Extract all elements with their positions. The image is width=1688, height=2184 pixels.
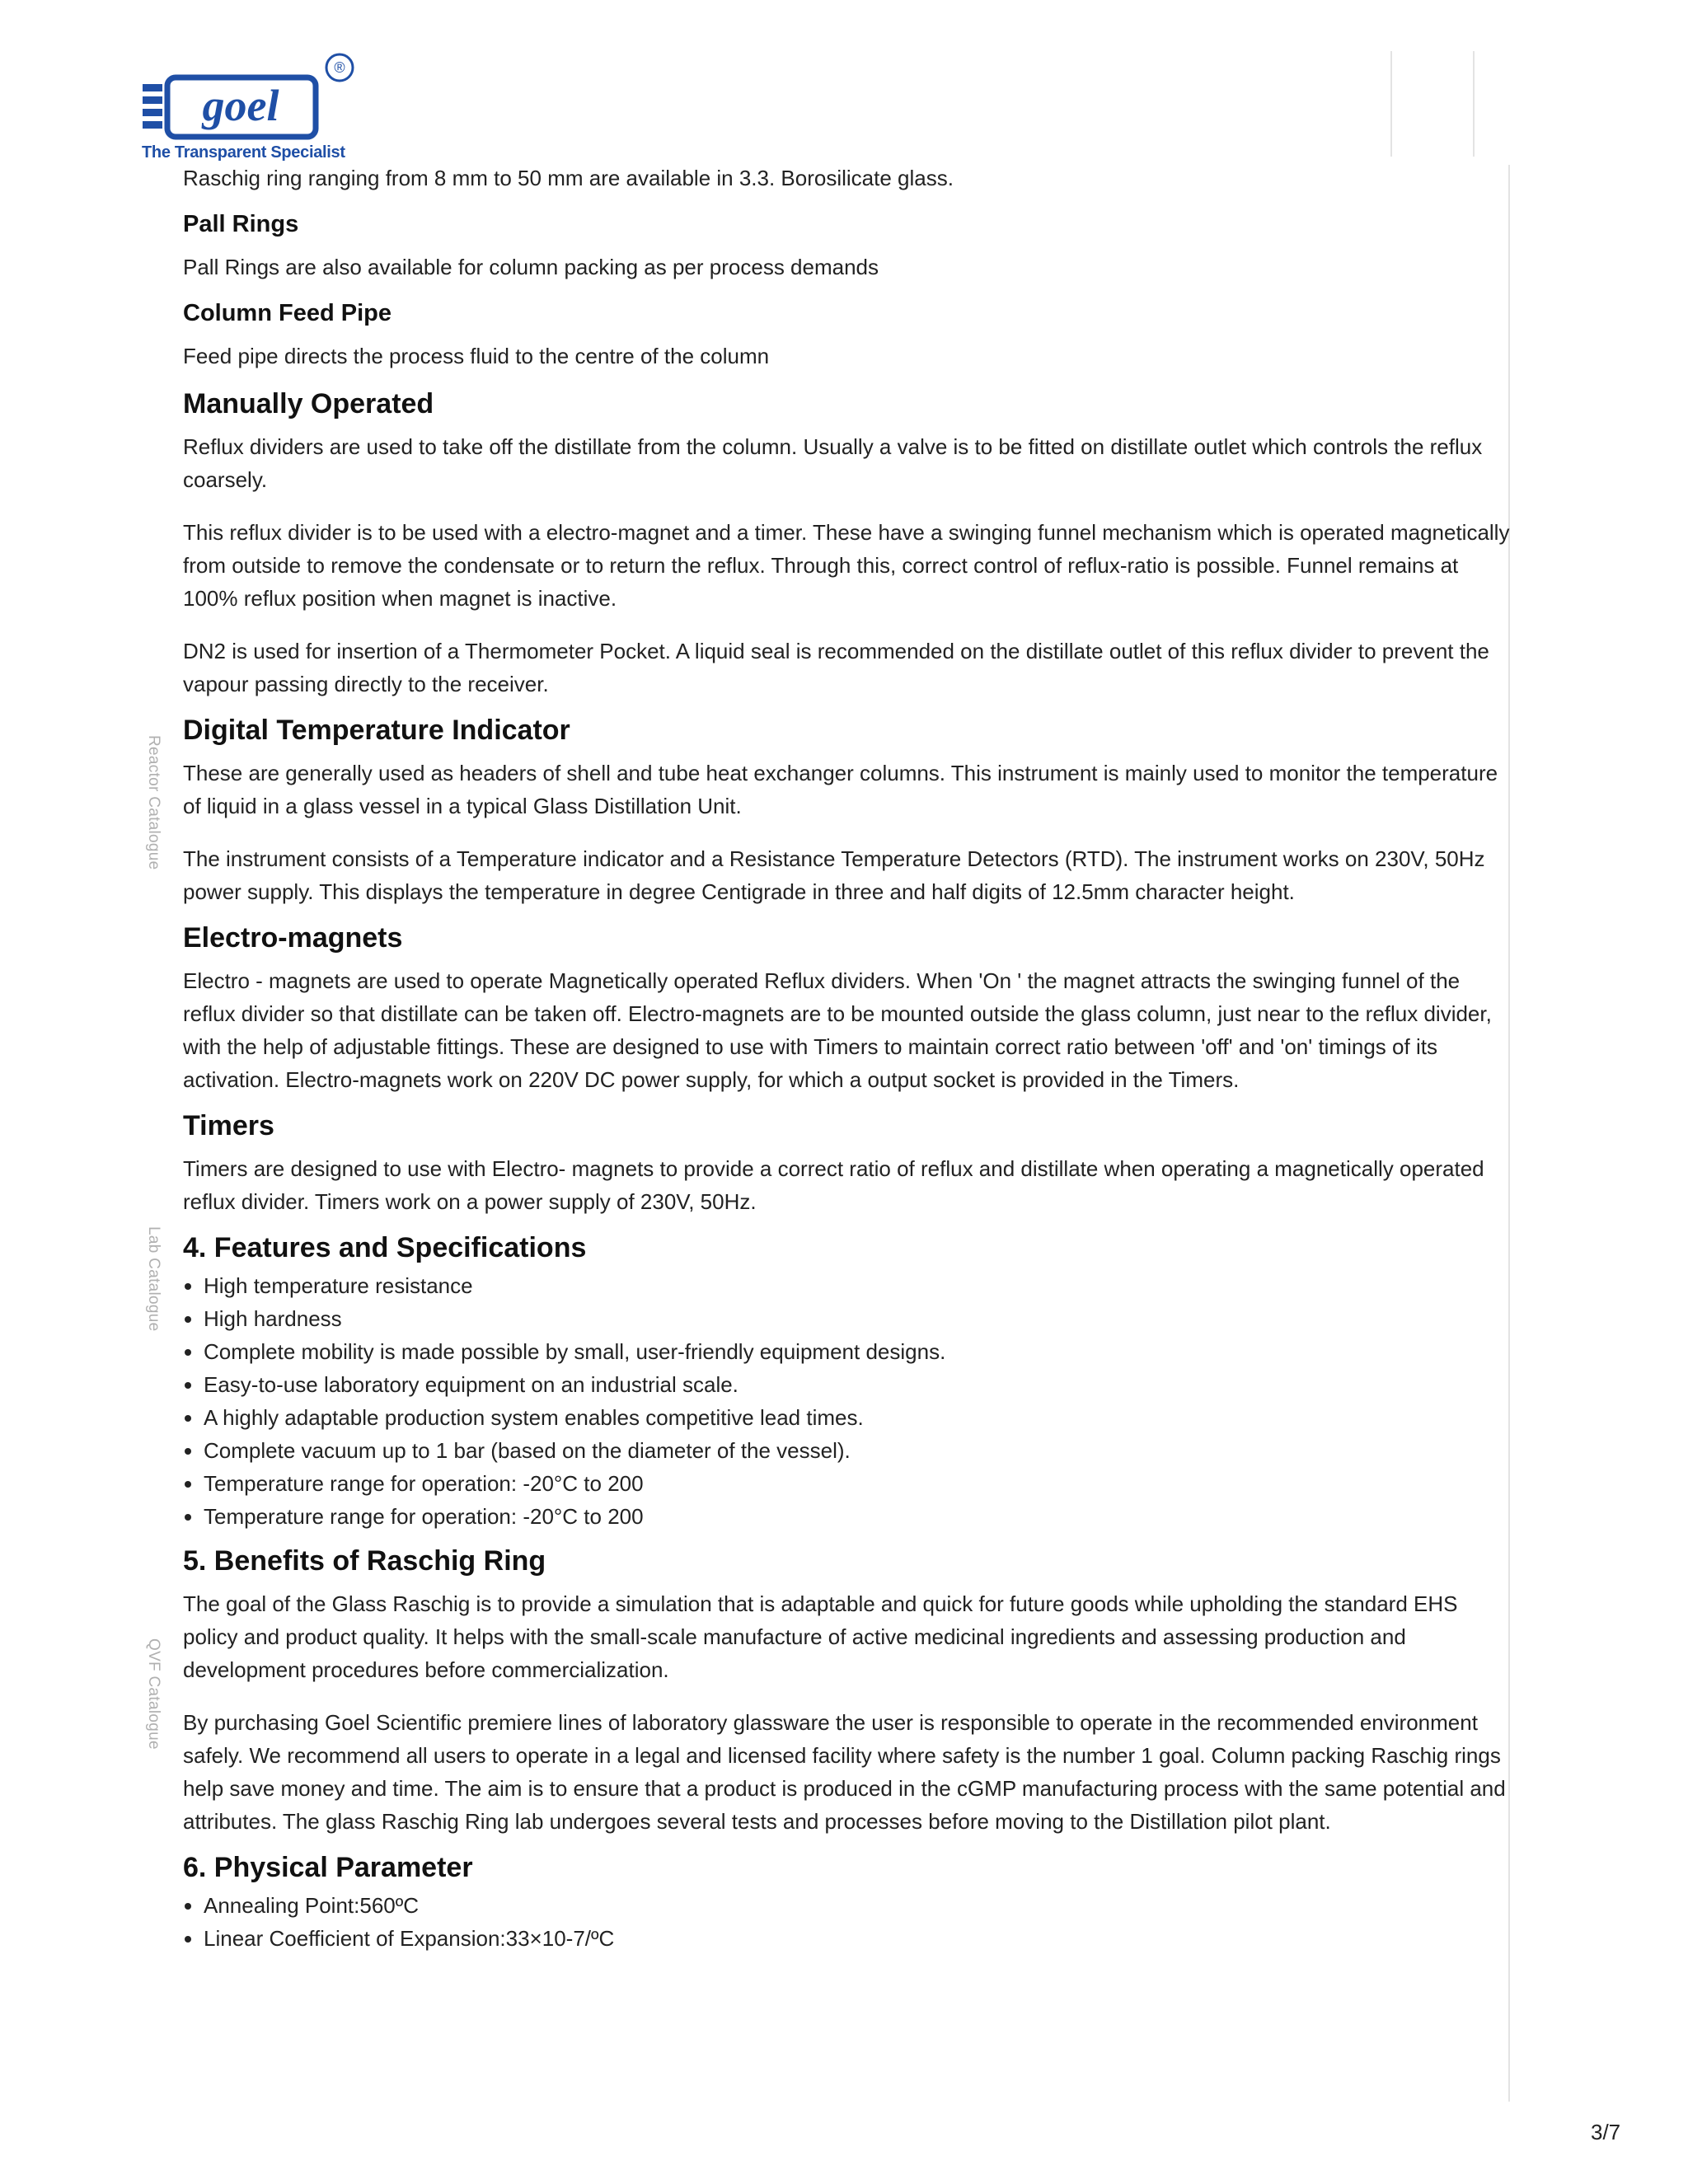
intro-line: Raschig ring ranging from 8 mm to 50 mm are available in 3.3. Borosilicate glass. [183,166,954,190]
logo-wordmark: goel [202,81,279,130]
svg-text:®: ® [334,59,345,76]
digital-temp-p2: The instrument consists of a Temperature indicator and a Resistance Temperature Detectors (RTD). The instrument works on 230V, 50Hz power supply. This displays the temperature in degree Centigrade in three and half digits of 12.5mm character height. [183,846,1485,904]
digital-temp-p1: These are generally used as headers of shell and tube heat exchanger columns. This instrument is mainly used to monitor the temperature of liquid in a glass vessel in a typical Glass Distillation Unit. [183,761,1498,818]
logo-tagline: The Transparent Specialist [142,143,345,162]
page-number: 3/7 [1591,2120,1621,2144]
main-content [183,162,1510,1965]
goel-logo-mark [140,73,321,147]
electro-magnets-p1: Electro - magnets are used to operate Magnetically operated Reflux dividers. When 'On ' the magnet attracts the swinging funnel of the reflux divider so that distillate can be taken off. Electro-magnets are to be mounted outside the glass column, just near to the reflux divider, with the help of adjustable fittings. These are designed to use with Timers to maintain correct ratio between 'off' and 'on' timings of its activation. Electro-magnets work on 220V DC power supply, for which a output socket is provided in the Timers. [183,968,1492,1092]
list-item: • Temperature range for operation: -20°C to 200 [204,1500,1510,1533]
heading-features-specifications: 4. Features and Specifications [183,1232,587,1263]
list-item: • Easy-to-use laboratory equipment on an industrial scale. [204,1368,1510,1401]
heading-physical-parameter: 6. Physical Parameter [183,1852,473,1883]
benefits-p2: By purchasing Goel Scientific premiere lines of laboratory glassware the user is responsible to operate in the recommended environment safely. We recommend all users to operate in a legal and licensed facility where safety is the number 1 goal. Column packing Raschig rings help save money and time. The aim is to ensure that a product is produced in the cGMP manufacturing process with the same potential and attributes. The glass Raschig Ring lab undergoes several tests and processes before moving to the Distillation pilot plant. [183,1710,1506,1834]
list-item: • Complete mobility is made possible by small, user-friendly equipment designs. [204,1335,1510,1368]
list-item: • High temperature resistance [204,1269,1510,1302]
manually-operated-p2: This reflux divider is to be used with a electro-magnet and a timer. These have a swinging funnel mechanism which is operated magnetically from outside to remove the condensate or to return the reflux. Through this, correct control of reflux-ratio is possible. Funnel remains at 100% reflux position when magnet is inactive. [183,520,1510,611]
heading-electro-magnets: Electro-magnets [183,922,403,954]
list-item: • Complete vacuum up to 1 bar (based on the diameter of the vessel). [204,1434,1510,1467]
heading-benefits-raschig-ring: 5. Benefits of Raschig Ring [183,1545,546,1577]
list-item: • Annealing Point:560ºC [204,1889,1510,1922]
goel-logo[interactable] [140,49,354,165]
sidebar-link-reactor-catalogue[interactable]: Reactor Catalogue [145,735,162,870]
manually-operated-p1: Reflux dividers are used to take off the distillate from the column. Usually a valve is to be fitted on distillate outlet which controls the reflux coarsely. [183,434,1483,492]
column-feed-pipe-text: Feed pipe directs the process fluid to the centre of the column [183,344,770,368]
manually-operated-p3: DN2 is used for insertion of a Thermometer Pocket. A liquid seal is recommended on the distillate outlet of this reflux divider to prevent the vapour passing directly to the receiver. [183,639,1489,696]
sidebar-link-qvf-catalogue[interactable]: QVF Catalogue [145,1638,162,1750]
header-divider-1 [1390,51,1392,157]
benefits-p1: The goal of the Glass Raschig is to provide a simulation that is adaptable and quick for future goods while upholding the standard EHS policy and product quality. It helps with the small-scale manufacture of active medicinal ingredients and assessing production and development procedures before commercialization. [183,1591,1458,1682]
physical-list [183,1889,1510,1955]
heading-timers: Timers [183,1110,274,1141]
header-divider-2 [1473,51,1475,157]
sidebar-link-lab-catalogue[interactable]: Lab Catalogue [145,1226,162,1332]
timers-p1: Timers are designed to use with Electro- magnets to provide a correct ratio of reflux and distillate when operating a magnetically operated reflux divider. Timers work on a power supply of 230V, 50Hz. [183,1156,1484,1214]
features-list [183,1269,1510,1533]
list-item: • Linear Coefficient of Expansion:33×10-7/ºC [204,1922,1510,1955]
heading-digital-temperature-indicator: Digital Temperature Indicator [183,715,570,746]
pall-rings-text: Pall Rings are also available for column packing as per process demands [183,255,879,279]
list-item: • High hardness [204,1302,1510,1335]
heading-pall-rings: Pall Rings [183,211,299,237]
list-item: • Temperature range for operation: -20°C to 200 [204,1467,1510,1500]
heading-column-feed-pipe: Column Feed Pipe [183,300,392,326]
registered-mark-icon [323,51,356,84]
heading-manually-operated: Manually Operated [183,388,434,419]
list-item: • A highly adaptable production system enables competitive lead times. [204,1401,1510,1434]
